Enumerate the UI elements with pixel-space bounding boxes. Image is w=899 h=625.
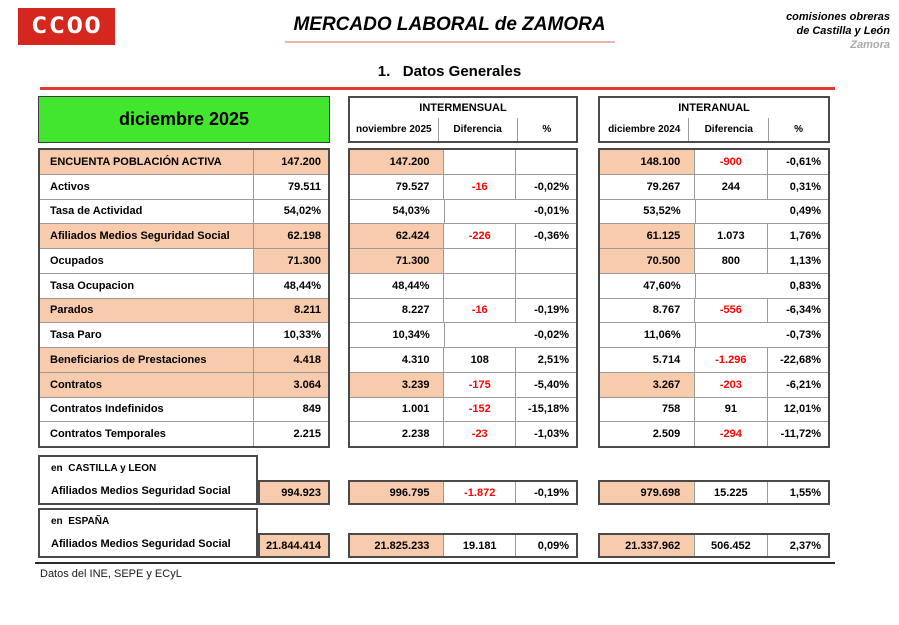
interanual-diff-cell: 91 xyxy=(694,398,766,422)
row-label-cell: Activos xyxy=(50,180,90,193)
row-value-cell: 3.064 xyxy=(253,373,328,397)
table-row xyxy=(350,249,576,274)
table-row xyxy=(40,200,328,225)
table-row xyxy=(350,175,576,200)
region-interanual-row xyxy=(598,533,830,558)
interanual-value-cell: 148.100 xyxy=(600,150,694,174)
intermensual-percent-cell: -0,36% xyxy=(515,224,576,248)
interanual-table xyxy=(598,148,830,448)
intermensual-value-cell: 1.001 xyxy=(401,403,430,416)
row-label-cell: Afiliados Medios Seguridad Social xyxy=(40,224,253,248)
intermensual-title: INTERMENSUAL xyxy=(419,101,507,114)
region-intermensual-percent-cell: 0,09% xyxy=(515,535,576,556)
table-row xyxy=(40,348,328,373)
interanual-value-cell: 53,52% xyxy=(643,205,681,218)
region-interanual-percent-cell: 2,37% xyxy=(767,535,828,556)
interanual-value-cell: 3.267 xyxy=(600,373,694,397)
intermensual-table xyxy=(348,148,578,448)
intermensual-percent-cell: -0,02% xyxy=(444,323,576,347)
row-label-cell: Tasa Ocupacion xyxy=(50,279,135,292)
region-interanual-diff-cell: 15.225 xyxy=(694,482,766,503)
region-group-label: en CASTILLA y LEON xyxy=(51,463,157,474)
intermensual-header xyxy=(348,96,578,143)
row-value-cell: 849 xyxy=(253,398,328,422)
table-row xyxy=(350,348,576,373)
region-box-espana xyxy=(38,508,258,558)
intermensual-columns xyxy=(350,118,576,141)
intermensual-diff-cell: -152 xyxy=(443,398,515,422)
table-row xyxy=(350,398,576,423)
intermensual-diff-cell xyxy=(443,150,515,174)
interanual-percent-cell: 0,49% xyxy=(695,200,828,224)
interanual-value-cell: 758 xyxy=(661,403,681,416)
column-header: Diferencia xyxy=(688,118,768,141)
region-intermensual-value-cell: 21.825.233 xyxy=(350,535,443,556)
intermensual-value-cell: 48,44% xyxy=(392,279,430,292)
table-row xyxy=(40,398,328,423)
table-row xyxy=(600,373,828,398)
row-label-cell: Contratos Indefinidos xyxy=(50,403,164,416)
interanual-diff-cell: -900 xyxy=(694,150,766,174)
interanual-diff-cell: -556 xyxy=(694,299,766,323)
intermensual-percent-cell xyxy=(515,150,576,174)
row-label-cell: Tasa Paro xyxy=(50,329,102,342)
intermensual-value-cell: 79.527 xyxy=(395,180,430,193)
region-row-label: Afiliados Medios Seguridad Social xyxy=(51,485,231,497)
intermensual-value-cell: 3.239 xyxy=(350,373,443,397)
table-row xyxy=(600,150,828,175)
page-title: MERCADO LABORAL de ZAMORA xyxy=(293,14,606,35)
table-row xyxy=(600,422,828,446)
epa-table xyxy=(38,148,330,448)
column-header: Diferencia xyxy=(438,118,517,141)
region-intermensual-row xyxy=(348,480,578,505)
table-row xyxy=(600,224,828,249)
intermensual-percent-cell: -1,03% xyxy=(515,422,576,446)
table-row xyxy=(40,150,328,175)
region-value-cell: 994.923 xyxy=(258,480,330,505)
interanual-percent-cell: -0,73% xyxy=(695,323,828,347)
intermensual-value-cell: 8.227 xyxy=(401,304,430,317)
red-divider xyxy=(40,87,835,90)
table-row xyxy=(350,299,576,324)
title-underline xyxy=(285,41,615,43)
row-label-cell: ENCUENTA POBLACIÓN ACTIVA xyxy=(40,150,253,174)
column-header: diciembre 2024 xyxy=(608,123,681,135)
table-row xyxy=(350,200,576,225)
table-row xyxy=(350,274,576,299)
table-row xyxy=(350,150,576,175)
intermensual-percent-cell xyxy=(515,274,576,298)
table-row xyxy=(600,323,828,348)
intermensual-percent-cell: -15,18% xyxy=(515,398,576,422)
intermensual-diff-cell: -175 xyxy=(443,373,515,397)
row-value-cell: 62.198 xyxy=(253,224,328,248)
table-row xyxy=(40,299,328,324)
intermensual-value-cell: 147.200 xyxy=(350,150,443,174)
row-value-cell: 10,33% xyxy=(253,323,328,347)
table-row xyxy=(600,249,828,274)
interanual-header xyxy=(598,96,830,143)
interanual-diff-cell: -203 xyxy=(694,373,766,397)
row-label-cell: Tasa de Actividad xyxy=(50,205,143,218)
table-row xyxy=(600,175,828,200)
interanual-title: INTERANUAL xyxy=(678,101,750,114)
table-row xyxy=(350,422,576,446)
intermensual-value-cell: 54,03% xyxy=(392,205,430,218)
intermensual-percent-cell: -0,19% xyxy=(515,299,576,323)
intermensual-percent-cell: -5,40% xyxy=(515,373,576,397)
region-interanual-diff-cell: 506.452 xyxy=(694,535,766,556)
intermensual-diff-cell xyxy=(443,249,515,273)
interanual-percent-cell: -0,61% xyxy=(767,150,828,174)
row-value-cell: 2.215 xyxy=(253,422,328,446)
org-line-1: comisiones obreras xyxy=(786,11,890,23)
interanual-value-cell: 5.714 xyxy=(652,353,681,366)
row-value-cell: 79.511 xyxy=(253,175,328,199)
interanual-value-cell: 2.509 xyxy=(652,428,681,441)
region-value-cell: 21.844.414 xyxy=(258,533,330,558)
intermensual-percent-cell: -0,02% xyxy=(515,175,576,199)
row-value-cell: 4.418 xyxy=(253,348,328,372)
intermensual-value-cell: 10,34% xyxy=(392,329,430,342)
row-label-cell: Ocupados xyxy=(50,254,104,267)
interanual-diff-cell: 244 xyxy=(694,175,766,199)
interanual-value-cell: 61.125 xyxy=(600,224,694,248)
interanual-percent-cell: 0,31% xyxy=(767,175,828,199)
row-label-cell: Contratos Temporales xyxy=(50,428,166,441)
interanual-percent-cell: -11,72% xyxy=(767,422,828,446)
region-interanual-percent-cell: 1,55% xyxy=(767,482,828,503)
org-block xyxy=(786,10,890,52)
row-value-cell: 147.200 xyxy=(253,150,328,174)
column-header: % xyxy=(768,118,828,141)
interanual-value-cell: 79.267 xyxy=(646,180,681,193)
table-row xyxy=(600,348,828,373)
region-group-label: en ESPAÑA xyxy=(51,516,110,527)
interanual-value-cell: 8.767 xyxy=(652,304,681,317)
interanual-value-cell: 70.500 xyxy=(600,249,694,273)
interanual-percent-cell: 1,13% xyxy=(767,249,828,273)
table-row xyxy=(40,323,328,348)
intermensual-diff-cell: 108 xyxy=(443,348,515,372)
interanual-diff-cell: 800 xyxy=(694,249,766,273)
row-label-cell: Parados xyxy=(40,299,253,323)
region-intermensual-diff-cell: 19.181 xyxy=(443,535,515,556)
row-value-cell: 48,44% xyxy=(253,274,328,298)
column-header: % xyxy=(517,118,576,141)
region-interanual-value-cell: 979.698 xyxy=(600,482,694,503)
region-intermensual-diff-cell: -1.872 xyxy=(443,482,515,503)
interanual-percent-cell: 0,83% xyxy=(695,274,828,298)
table-row xyxy=(600,200,828,225)
intermensual-value-cell: 71.300 xyxy=(350,249,443,273)
intermensual-percent-cell xyxy=(515,249,576,273)
table-row xyxy=(600,398,828,423)
table-row xyxy=(600,274,828,299)
row-value-cell: 71.300 xyxy=(253,249,328,273)
intermensual-percent-cell: -0,01% xyxy=(444,200,576,224)
interanual-percent-cell: -6,34% xyxy=(767,299,828,323)
table-row xyxy=(350,323,576,348)
region-interanual-value-cell: 21.337.962 xyxy=(600,535,694,556)
table-row xyxy=(40,249,328,274)
interanual-diff-cell: -294 xyxy=(694,422,766,446)
interanual-columns xyxy=(600,118,828,141)
intermensual-diff-cell: -226 xyxy=(443,224,515,248)
table-row xyxy=(40,422,328,446)
table-row xyxy=(40,373,328,398)
interanual-percent-cell: 12,01% xyxy=(767,398,828,422)
org-line-2: de Castilla y León xyxy=(796,25,890,37)
table-row xyxy=(40,175,328,200)
region-row-label: Afiliados Medios Seguridad Social xyxy=(51,538,231,550)
interanual-percent-cell: -6,21% xyxy=(767,373,828,397)
row-value-cell: 8.211 xyxy=(253,299,328,323)
footer-divider xyxy=(35,562,835,564)
intermensual-diff-cell: -16 xyxy=(443,299,515,323)
org-line-3: Zamora xyxy=(850,39,890,51)
table-row xyxy=(350,224,576,249)
intermensual-value-cell: 2.238 xyxy=(401,428,430,441)
interanual-percent-cell: -22,68% xyxy=(767,348,828,372)
row-value-cell: 54,02% xyxy=(253,200,328,224)
intermensual-diff-cell: -16 xyxy=(443,175,515,199)
column-header: noviembre 2025 xyxy=(356,123,432,135)
table-row xyxy=(350,373,576,398)
table-row xyxy=(40,224,328,249)
intermensual-value-cell: 62.424 xyxy=(350,224,443,248)
region-box-castilla-leon xyxy=(38,455,258,505)
region-intermensual-value-cell: 996.795 xyxy=(350,482,443,503)
interanual-value-cell: 11,06% xyxy=(643,329,681,342)
row-label-cell: Contratos xyxy=(40,373,253,397)
intermensual-value-cell: 4.310 xyxy=(401,353,430,366)
region-intermensual-percent-cell: -0,19% xyxy=(515,482,576,503)
intermensual-percent-cell: 2,51% xyxy=(515,348,576,372)
table-row xyxy=(600,299,828,324)
region-interanual-row xyxy=(598,480,830,505)
period-header: diciembre 2025 xyxy=(38,96,330,143)
region-intermensual-row xyxy=(348,533,578,558)
interanual-diff-cell: 1.073 xyxy=(694,224,766,248)
ccoo-logo-text: CCOO xyxy=(30,14,103,39)
table-row xyxy=(40,274,328,299)
interanual-percent-cell: 1,76% xyxy=(767,224,828,248)
interanual-diff-cell: -1.296 xyxy=(694,348,766,372)
footer-note: Datos del INE, SEPE y ECyL xyxy=(40,568,182,580)
intermensual-diff-cell: -23 xyxy=(443,422,515,446)
interanual-value-cell: 47,60% xyxy=(643,279,681,292)
row-label-cell: Beneficiarios de Prestaciones xyxy=(40,348,253,372)
section-title: 1. Datos Generales xyxy=(377,63,522,80)
intermensual-diff-cell xyxy=(443,274,515,298)
